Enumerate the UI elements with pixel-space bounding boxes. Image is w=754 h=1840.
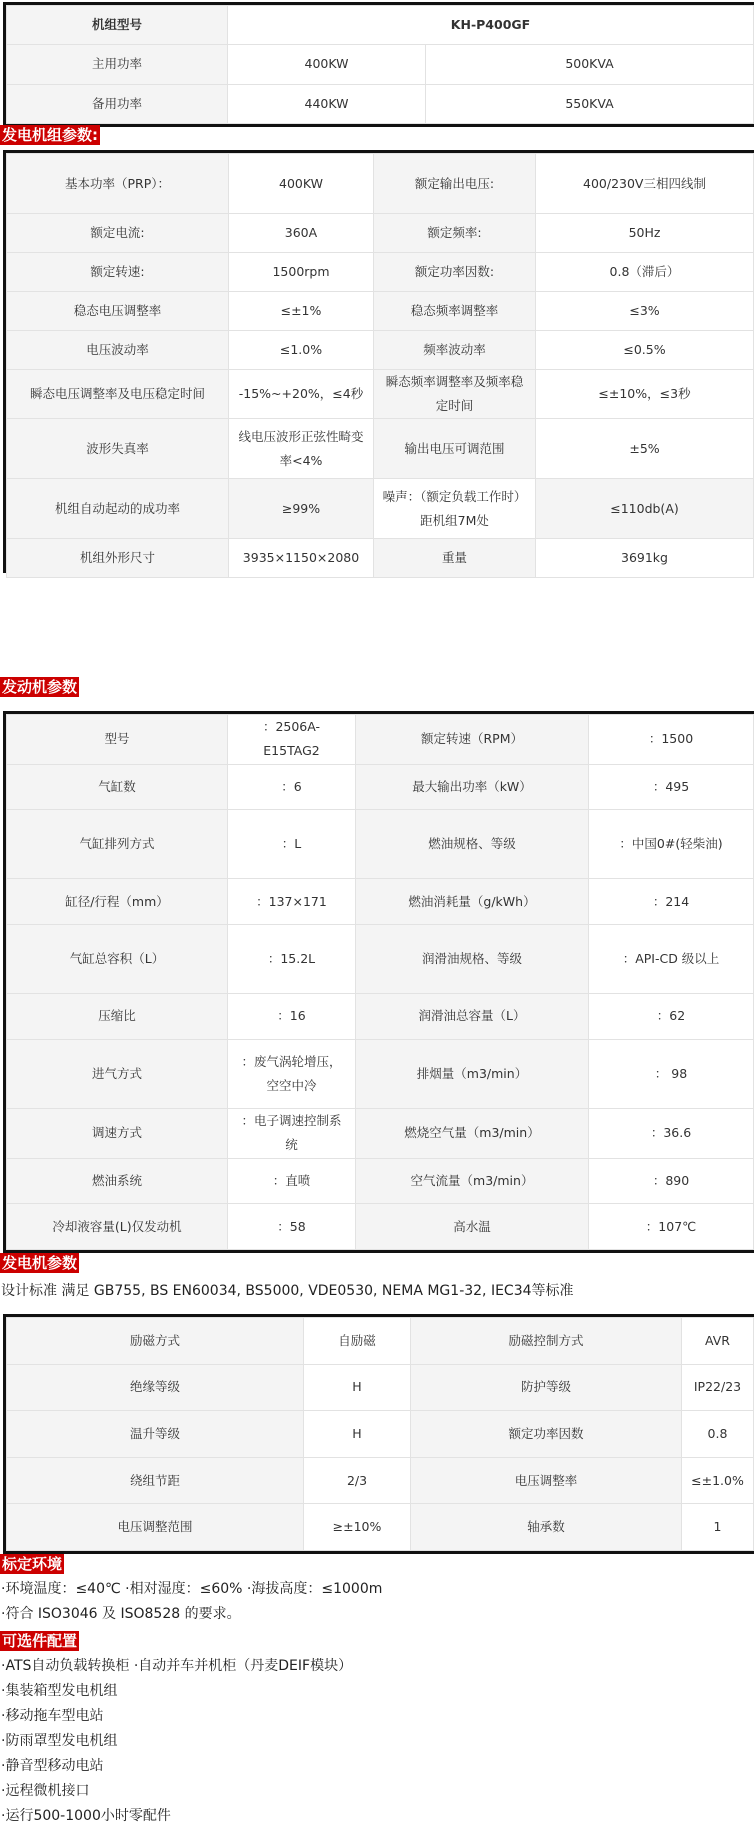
cell: ≥99% (229, 479, 374, 539)
cell: 调速方式 (7, 1108, 228, 1158)
cell: 电压波动率 (7, 331, 229, 370)
cell: ≤0.5% (536, 331, 754, 370)
cell: 燃油系统 (7, 1158, 228, 1204)
cell: ≤±1% (229, 292, 374, 331)
cell: ：36.6 (589, 1108, 754, 1158)
cell: 瞬态频率调整率及频率稳定时间 (374, 370, 536, 419)
cell: 气缸总容积（L） (7, 925, 228, 994)
prime-power-label: 主用功率 (7, 45, 228, 84)
cell: 稳态频率调整率 (374, 292, 536, 331)
cell: 压缩比 (7, 994, 228, 1040)
section-options: 可选件配置 (2, 1632, 78, 1650)
option-line: ·集装箱型发电机组 (1, 1683, 118, 1699)
cell: 50Hz (536, 214, 754, 253)
alternator-params-table (3, 1314, 754, 1554)
section-rated-environment: 标定环境 (2, 1555, 63, 1573)
cell: ：58 (228, 1204, 356, 1250)
cell: 绕组节距 (7, 1457, 304, 1504)
cell: 线电压波形正弦性畸变率<4% (229, 419, 374, 479)
cell: 防护等级 (411, 1364, 682, 1411)
env-line: ·环境温度：≤40℃ ·相对湿度：≤60% ·海拔高度：≤1000m (1, 1581, 383, 1597)
cell: 2/3 (304, 1457, 411, 1504)
prime-power-kva: 500KVA (426, 45, 754, 84)
env-line: ·符合 ISO3046 及 ISO8528 的要求。 (1, 1606, 241, 1622)
cell: 冷却液容量(L)仅发动机 (7, 1204, 228, 1250)
prime-power-kw: 400KW (228, 45, 426, 84)
cell: ：2506A-E15TAG2 (228, 715, 356, 765)
cell: 缸径/行程（mm） (7, 879, 228, 925)
cell: ≤1.0% (229, 331, 374, 370)
cell: ：废气涡轮增压，空空中冷 (228, 1039, 356, 1108)
model-value: KH-P400GF (228, 6, 754, 45)
engine-params-table (3, 711, 754, 1253)
cell: ≤110db(A) (536, 479, 754, 539)
cell: 励磁控制方式 (411, 1318, 682, 1365)
cell: 空气流量（m3/min） (356, 1158, 589, 1204)
standby-power-label: 备用功率 (7, 84, 228, 123)
cell: ：1500 (589, 715, 754, 765)
cell: ：6 (228, 764, 356, 810)
cell: 燃油消耗量（g/kWh） (356, 879, 589, 925)
cell: 噪声：（额定负载工作时）距机组7M处 (374, 479, 536, 539)
cell: 瞬态电压调整率及电压稳定时间 (7, 370, 229, 419)
cell: 自励磁 (304, 1318, 411, 1365)
option-line: ·远程微机接口 (1, 1783, 90, 1799)
cell: ：107℃ (589, 1204, 754, 1250)
cell: 润滑油总容量（L） (356, 994, 589, 1040)
cell: 额定频率: (374, 214, 536, 253)
cell: ≤±1.0% (682, 1457, 754, 1504)
cell: 额定功率因数 (411, 1411, 682, 1458)
cell: 进气方式 (7, 1039, 228, 1108)
cell: 燃油规格、等级 (356, 810, 589, 879)
cell: 气缸排列方式 (7, 810, 228, 879)
cell: 温升等级 (7, 1411, 304, 1458)
cell: ±5% (536, 419, 754, 479)
section-alternator-params: 发电机参数 (2, 1254, 78, 1272)
cell: ≤±10%，≤3秒 (536, 370, 754, 419)
model-label: 机组型号 (7, 6, 228, 45)
option-line: ·ATS自动负载转换柜 ·自动并车并机柜（丹麦DEIF模块） (1, 1658, 353, 1674)
cell: 机组自动起动的成功率 (7, 479, 229, 539)
option-line: ·防雨罩型发电机组 (1, 1733, 118, 1749)
cell: 电压调整率 (411, 1457, 682, 1504)
cell: 高水温 (356, 1204, 589, 1250)
cell: 额定转速: (7, 253, 229, 292)
cell: 3935×1150×2080 (229, 539, 374, 578)
cell: ：214 (589, 879, 754, 925)
cell: 电压调整范围 (7, 1504, 304, 1551)
cell: 输出电压可调范围 (374, 419, 536, 479)
cell: H (304, 1411, 411, 1458)
cell: 额定功率因数: (374, 253, 536, 292)
cell: 0.8（滞后） (536, 253, 754, 292)
cell: 400/230V三相四线制 (536, 154, 754, 214)
cell: ：137×171 (228, 879, 356, 925)
cell: 绝缘等级 (7, 1364, 304, 1411)
cell: 额定转速（RPM） (356, 715, 589, 765)
cell: 400KW (229, 154, 374, 214)
cell: 1500rpm (229, 253, 374, 292)
cell: 1 (682, 1504, 754, 1551)
cell: 机组外形尺寸 (7, 539, 229, 578)
unit-model-table (3, 2, 754, 127)
cell: ：890 (589, 1158, 754, 1204)
cell: ：中国0#(轻柴油) (589, 810, 754, 879)
standby-power-kva: 550KVA (426, 84, 754, 123)
cell: 3691kg (536, 539, 754, 578)
cell: 额定电流: (7, 214, 229, 253)
genset-params-table (3, 150, 754, 573)
cell: 重量 (374, 539, 536, 578)
cell: 频率波动率 (374, 331, 536, 370)
cell: ：L (228, 810, 356, 879)
option-line: ·移动拖车型电站 (1, 1708, 104, 1724)
cell: 燃烧空气量（m3/min） (356, 1108, 589, 1158)
cell: ：直喷 (228, 1158, 356, 1204)
cell: 波形失真率 (7, 419, 229, 479)
design-standard: 设计标准 满足 GB755, BS EN60034, BS5000, VDE0530, NEMA MG1-32, IEC34等标准 (1, 1283, 574, 1299)
option-line: ·静音型移动电站 (1, 1758, 104, 1774)
cell: 0.8 (682, 1411, 754, 1458)
cell: ：电子调速控制系统 (228, 1108, 356, 1158)
cell: 基本功率（PRP）： (7, 154, 229, 214)
option-line: ·运行500-1000小时零配件 (1, 1808, 171, 1824)
cell: IP22/23 (682, 1364, 754, 1411)
cell: 排烟量（m3/min） (356, 1039, 589, 1108)
cell: 励磁方式 (7, 1318, 304, 1365)
section-genset-params: 发电机组参数: (2, 126, 98, 144)
cell: -15%~+20%，≤4秒 (229, 370, 374, 419)
cell: 润滑油规格、等级 (356, 925, 589, 994)
cell: ：495 (589, 764, 754, 810)
cell: 稳态电压调整率 (7, 292, 229, 331)
cell: 气缸数 (7, 764, 228, 810)
cell: 360A (229, 214, 374, 253)
section-engine-params: 发动机参数 (2, 678, 78, 696)
standby-power-kw: 440KW (228, 84, 426, 123)
cell: ≥±10% (304, 1504, 411, 1551)
cell: ≤3% (536, 292, 754, 331)
cell: AVR (682, 1318, 754, 1365)
cell: 轴承数 (411, 1504, 682, 1551)
cell: 额定输出电压: (374, 154, 536, 214)
cell: ：15.2L (228, 925, 356, 994)
cell: ：API-CD 级以上 (589, 925, 754, 994)
cell: 最大输出功率（kW） (356, 764, 589, 810)
cell: ：62 (589, 994, 754, 1040)
cell: H (304, 1364, 411, 1411)
cell: ：16 (228, 994, 356, 1040)
cell: 型号 (7, 715, 228, 765)
cell: ： 98 (589, 1039, 754, 1108)
